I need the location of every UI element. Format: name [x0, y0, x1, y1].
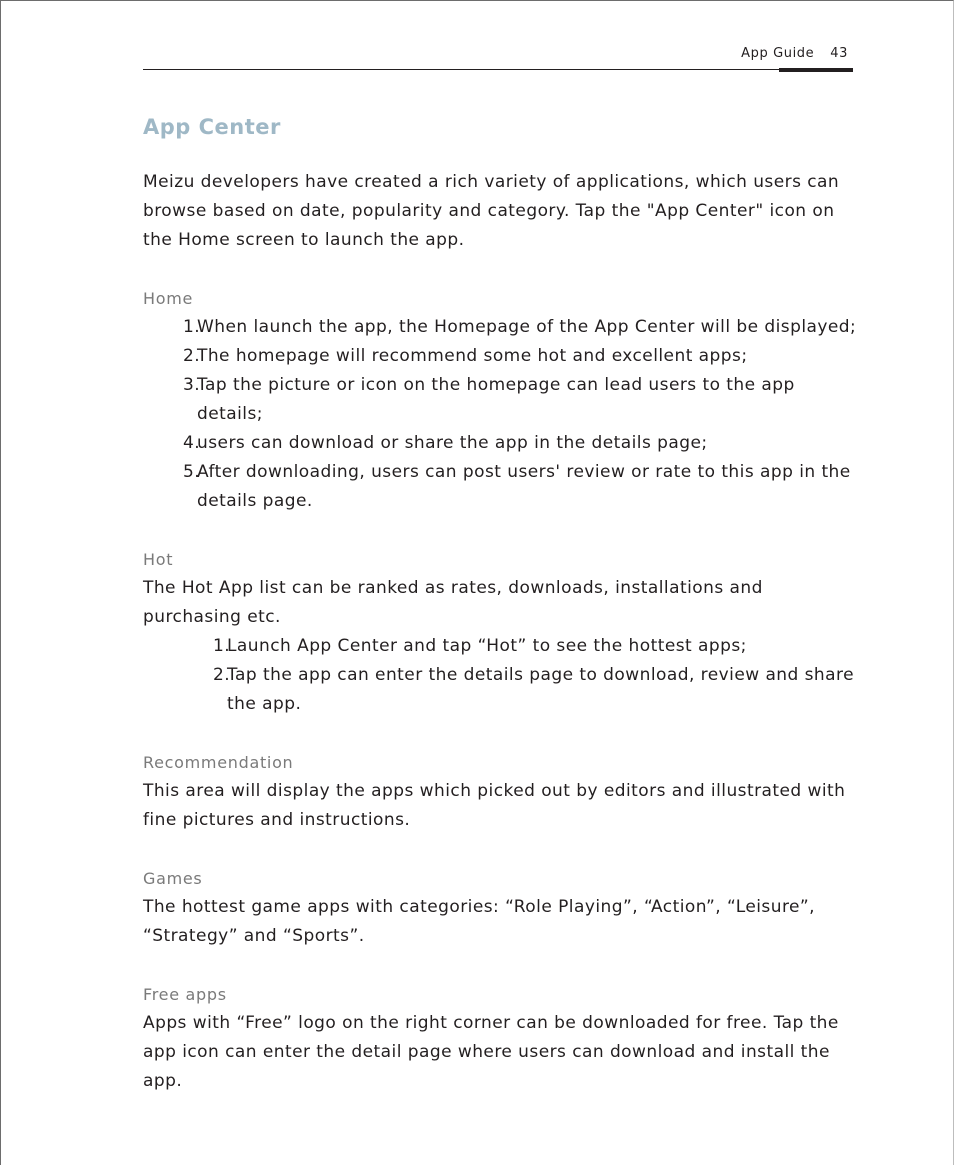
page-title: App Center — [143, 115, 281, 139]
list-item-text: The homepage will recommend some hot and excellent apps; — [197, 346, 748, 366]
free-apps-paragraph: Apps with “Free” logo on the right corner can be downloaded for free. Tap the app icon can enter the detail page where users can download and install the app. — [143, 1013, 839, 1091]
list-item-text: users can download or share the app in the details page; — [197, 433, 708, 453]
list-item-number: 2. — [213, 665, 231, 685]
page-header — [143, 44, 853, 70]
list-item — [143, 458, 858, 516]
section-heading-home: Home — [143, 289, 194, 308]
list-item — [143, 661, 858, 719]
list-item — [143, 371, 858, 429]
list-item-number: 3. — [183, 375, 201, 395]
list-item-text: Tap the app can enter the details page to download, review and share the app. — [227, 665, 855, 714]
list-item — [143, 632, 858, 661]
list-item-number: 5. — [183, 462, 201, 482]
section-heading-recommendation: Recommendation — [143, 753, 294, 772]
list-item — [143, 313, 858, 342]
list-item-number: 1. — [183, 317, 201, 337]
section-heading-games: Games — [143, 869, 203, 888]
header-accent-bar — [779, 68, 853, 72]
header-rule — [143, 69, 853, 70]
hot-list — [143, 632, 858, 719]
games-paragraph: The hottest game apps with categories: “Role Playing”, “Action”, “Leisure”, “Strategy” and “Sports”. — [143, 897, 816, 946]
list-item-number: 1. — [213, 636, 231, 656]
list-item — [143, 342, 858, 371]
list-item — [143, 429, 858, 458]
intro-paragraph: Meizu developers have created a rich variety of applications, which users can browse based on date, popularity and category. Tap the "App Center" icon on the Home screen to launch the app. — [143, 172, 840, 250]
home-list — [143, 313, 858, 516]
list-item-number: 4. — [183, 433, 201, 453]
hot-paragraph: The Hot App list can be ranked as rates, downloads, installations and purchasing etc. — [143, 578, 763, 627]
header-text — [741, 46, 848, 61]
section-heading-hot: Hot — [143, 550, 174, 569]
list-item-text: Launch App Center and tap “Hot” to see the hottest apps; — [227, 636, 747, 656]
list-item-number: 2. — [183, 346, 201, 366]
section-heading-free-apps: Free apps — [143, 985, 227, 1004]
page-number: 43 — [830, 46, 848, 61]
recommendation-paragraph: This area will display the apps which picked out by editors and illustrated with fine pictures and instructions. — [143, 781, 846, 830]
list-item-text: After downloading, users can post users' review or rate to this app in the details page. — [197, 462, 851, 511]
list-item-text: Tap the picture or icon on the homepage can lead users to the app details; — [197, 375, 795, 424]
list-item-text: When launch the app, the Homepage of the App Center will be displayed; — [197, 317, 857, 337]
header-section-title: App Guide — [741, 46, 815, 61]
main-content — [143, 110, 858, 1096]
